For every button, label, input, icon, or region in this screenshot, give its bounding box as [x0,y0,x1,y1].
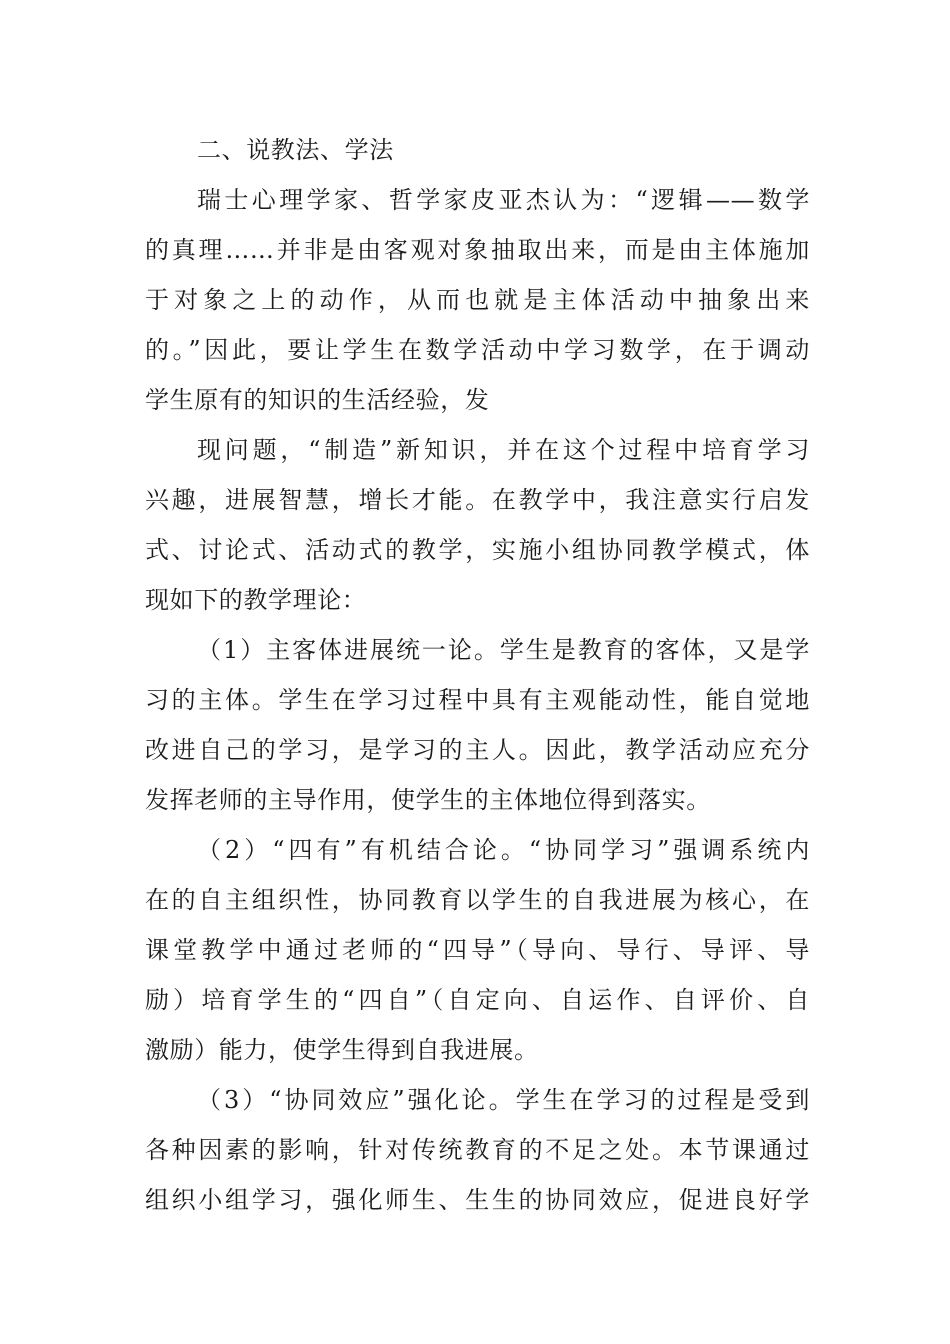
paragraph-4-line-1: （2）“四有”有机结合论。“协同学习”强调系统内 [197,836,810,864]
paragraph-3-line-1: （1）主客体进展统一论。学生是教育的客体，又是学 [197,636,810,664]
paragraph-5-line-2: 各种因素的影响，针对传统教育的不足之处。本节课通过 [145,1136,810,1164]
paragraph-3-line-4: 发挥老师的主导作用，使学生的主体地位得到落实。 [145,786,711,814]
paragraph-4-line-5: 激励）能力，使学生得到自我进展。 [145,1036,539,1064]
document-body [145,125,810,1225]
paragraph-2-line-1: 现问题，“制造”新知识，并在这个过程中培育学习 [197,436,810,464]
paragraph-2-line-2: 兴趣，进展智慧，增长才能。在教学中，我注意实行启发 [145,486,810,514]
paragraph-2-line-3: 式、讨论式、活动式的教学，实施小组协同教学模式，体 [145,536,810,564]
paragraph-4-line-2: 在的自主组织性，协同教育以学生的自我进展为核心，在 [145,886,810,914]
paragraph-1-line-3: 于对象之上的动作，从而也就是主体活动中抽象出来 [145,286,810,314]
paragraph-1-line-2: 的真理……并非是由客观对象抽取出来，而是由主体施加 [145,236,810,264]
paragraph-5-line-3: 组织小组学习，强化师生、生生的协同效应，促进良好学 [145,1186,810,1214]
paragraph-1-line-1: 瑞士心理学家、哲学家皮亚杰认为：“逻辑——数学 [197,186,810,214]
paragraph-4-line-4: 励）培育学生的“四自”（自定向、自运作、自评价、自 [145,986,810,1014]
paragraph-5-line-1: （3）“协同效应”强化论。学生在学习的过程是受到 [197,1086,810,1114]
section-heading: 二、说教法、学法 [197,136,394,164]
paragraph-1-line-5: 学生原有的知识的生活经验，发 [145,386,490,414]
paragraph-3-line-2: 习的主体。学生在学习过程中具有主观能动性，能自觉地 [145,686,810,714]
paragraph-2-line-4: 现如下的教学理论： [145,586,367,614]
paragraph-1-line-4: 的。”因此，要让学生在数学活动中学习数学，在于调动 [145,336,810,364]
paragraph-4-line-3: 课堂教学中通过老师的“四导”（导向、导行、导评、导 [145,936,810,964]
paragraph-3-line-3: 改进自己的学习，是学习的主人。因此，教学活动应充分 [145,736,810,764]
